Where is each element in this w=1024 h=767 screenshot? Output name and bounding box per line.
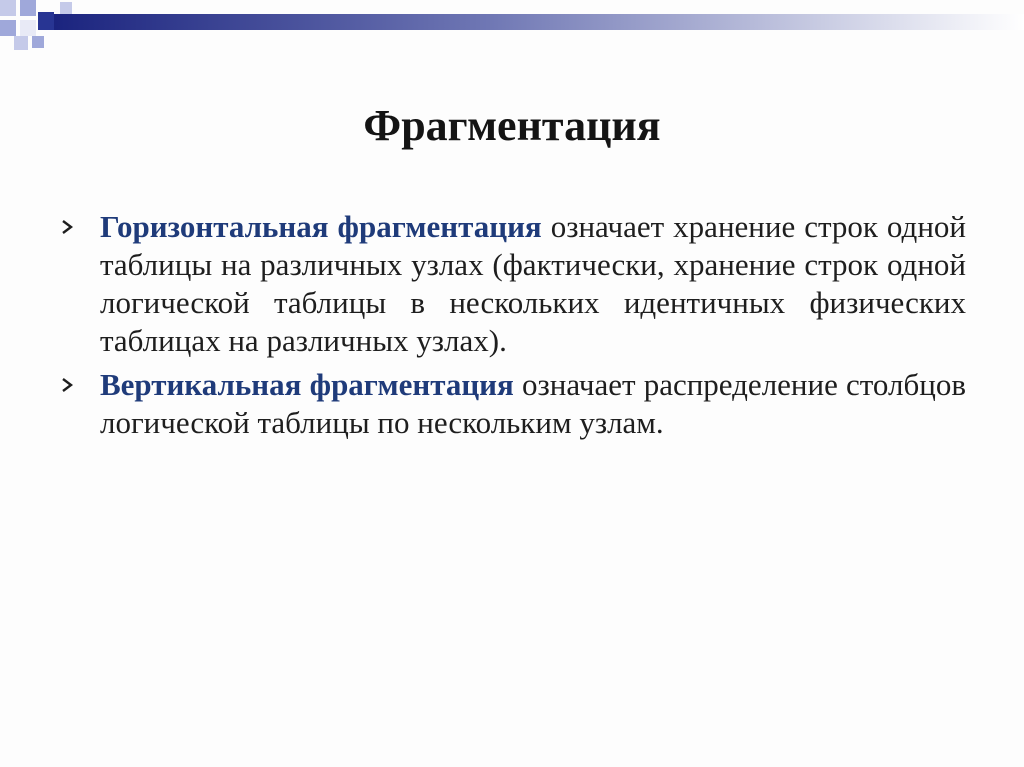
list-item	[60, 366, 966, 442]
list-item	[60, 208, 966, 360]
chevron-right-icon	[60, 375, 78, 395]
slide-title: Фрагментация	[363, 101, 661, 150]
chevron-right-icon	[60, 217, 78, 237]
header-decoration	[0, 0, 1024, 80]
bullet-term: Горизонтальная фрагментация	[100, 209, 542, 244]
bullet-term: Вертикальная фрагментация	[100, 367, 514, 402]
bullet-text: означает хранение строк одной таблицы на различных узлах (фактически, хранение строк одной логической таблицы в нескольких идентичных физических таблицах на различных узлах).	[100, 209, 966, 358]
bullet-text: означает распределение столбцов логической таблицы по нескольким узлам.	[100, 367, 966, 440]
slide-body	[60, 208, 966, 448]
